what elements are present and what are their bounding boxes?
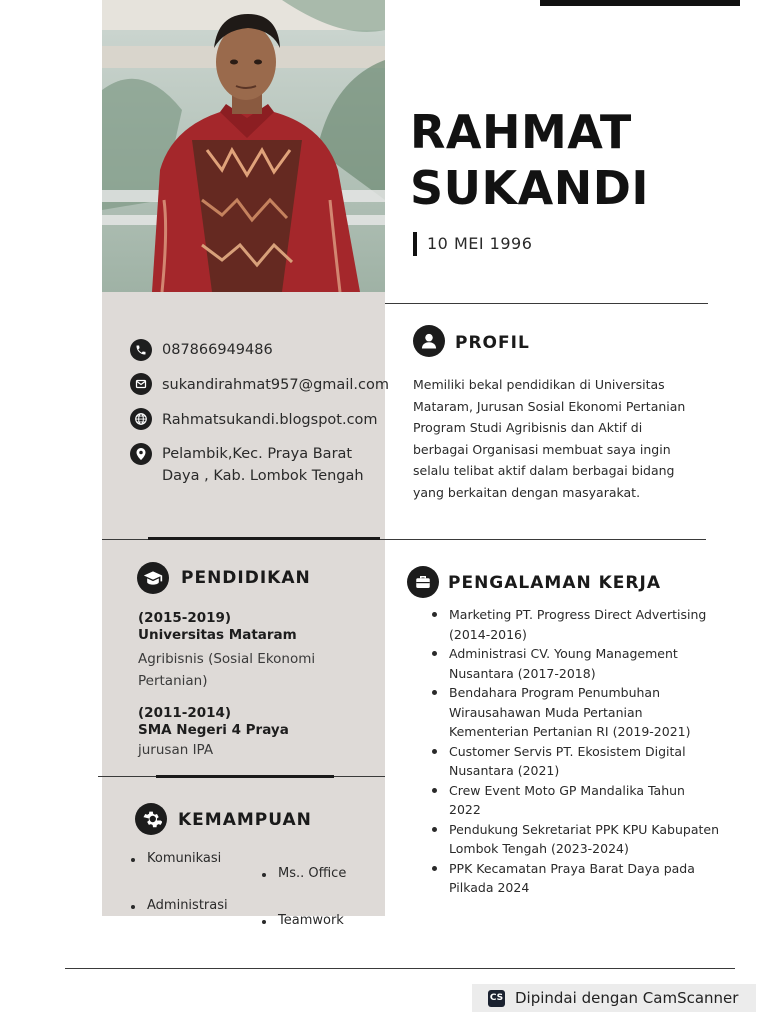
skill-item: Administrasi (131, 898, 768, 913)
experience-item (430, 644, 730, 683)
education-major-line-1: jurusan IPA (138, 742, 214, 758)
education-major-line-2: Pertanian) (138, 673, 208, 689)
experience-line: 2022 (449, 802, 481, 817)
name-first: RAHMAT (410, 105, 632, 159)
divider-top-right (385, 303, 708, 304)
skill-item: Komunikasi (131, 851, 768, 866)
camscanner-watermark (472, 984, 756, 1012)
full-name (410, 104, 730, 216)
experience-line: Kementerian Pertanian RI (2019-2021) (449, 724, 691, 739)
divider-middle-accent (148, 537, 380, 540)
experience-line: Pendukung Sekretariat PPK KPU Kabupaten (449, 821, 720, 837)
education-school: Universitas Mataram (138, 627, 297, 643)
website-url: Rahmatsukandi.blogspot.com (162, 412, 378, 428)
experience-line: PPK Kecamatan Praya Barat Daya pada (449, 860, 695, 876)
gear-icon (135, 803, 167, 835)
birthdate: 10 MEI 1996 (427, 234, 533, 253)
experience-line: Lombok Tengah (2023-2024) (449, 841, 629, 856)
camscanner-logo-icon: CS (488, 990, 505, 1007)
education-entry (138, 610, 378, 692)
location-pin-icon (130, 443, 152, 465)
experience-line: Bendahara Program Penumbuhan (449, 685, 661, 700)
experience-line: Wirausahawan Muda Pertanian (449, 704, 643, 720)
profil-heading: PROFIL (455, 333, 530, 353)
address (162, 443, 364, 487)
education-school: SMA Negeri 4 Praya (138, 722, 289, 738)
experience-item (430, 683, 730, 742)
profile-photo (102, 0, 385, 292)
experience-item (430, 781, 730, 820)
experience-line: Customer Servis PT. Ekosistem Digital (449, 743, 686, 759)
profil-line: yang berkaitan dengan masyarakat. (413, 484, 641, 500)
profil-line: berbagai Organisasi membuat saya ingin (413, 441, 671, 457)
phone-icon (130, 339, 152, 361)
experience-line: Marketing PT. Progress Direct Advertising (449, 607, 707, 622)
experience-line: Crew Event Moto GP Mandalika Tahun (449, 782, 685, 798)
phone-number: 087866949486 (162, 342, 273, 358)
profil-line: Program Studi Agribisnis dan Aktif di (413, 420, 643, 435)
kemampuan-heading: KEMAMPUAN (178, 810, 312, 830)
experience-line: Pilkada 2024 (449, 880, 530, 895)
birthdate-accent-bar (413, 232, 417, 256)
address-line-1: Pelambik,Kec. Praya Barat (162, 446, 353, 462)
email-icon (130, 373, 152, 395)
experience-item (430, 605, 730, 644)
user-icon (413, 325, 445, 357)
top-accent-bar (540, 0, 740, 6)
pengalaman-heading: PENGALAMAN KERJA (448, 573, 661, 593)
experience-line: (2014-2016) (449, 626, 527, 642)
experience-item (430, 742, 730, 781)
skill-item: Ms.. Office (262, 866, 768, 881)
divider-bottom (65, 968, 735, 969)
globe-icon (130, 408, 152, 430)
address-line-2: Daya , Kab. Lombok Tengah (162, 468, 364, 484)
education-years: (2015-2019) (138, 610, 232, 626)
profil-line: Memiliki bekal pendidikan di Universitas (413, 377, 665, 392)
skill-item: Teamwork (262, 913, 768, 928)
profil-line: selalu telibat aktif dalam berbagai bidang (413, 463, 675, 478)
education-years: (2011-2014) (138, 705, 232, 721)
pendidikan-heading: PENDIDIKAN (181, 568, 311, 588)
email-address: sukandirahmat957@gmail.com (162, 377, 389, 393)
experience-line: Nusantara (2021) (449, 763, 560, 778)
profile-photo-illustration (102, 0, 385, 292)
profil-line: Mataram, Jurusan Sosial Ekonomi Pertanian (413, 398, 686, 414)
name-last: SUKANDI (410, 161, 650, 215)
camscanner-text: Dipindai dengan CamScanner (515, 989, 739, 1007)
profil-paragraph (413, 374, 713, 503)
divider-left-lower-accent (156, 775, 334, 778)
experience-line: Nusantara (2017-2018) (449, 665, 596, 681)
education-entry (138, 705, 378, 761)
experience-line: Administrasi CV. Young Management (449, 646, 678, 661)
graduation-cap-icon (137, 562, 169, 594)
briefcase-icon (407, 566, 439, 598)
education-major-line-1: Agribisnis (Sosial Ekonomi (138, 651, 316, 667)
